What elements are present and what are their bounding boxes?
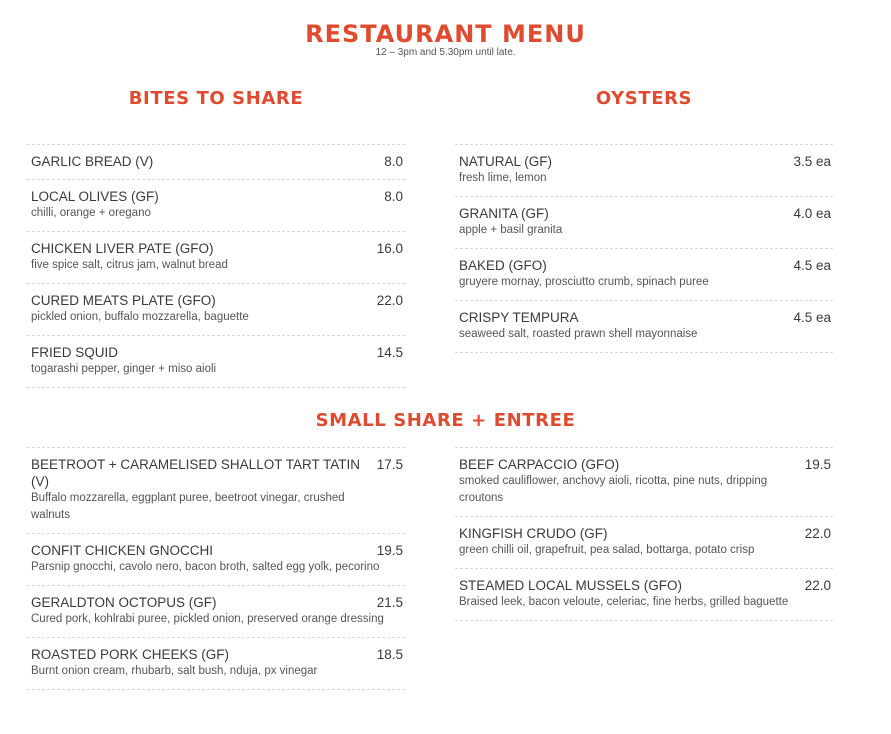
menu-item-name: CURED MEATS PLATE (GFO)	[31, 293, 216, 308]
menu-item-name: FRIED SQUID	[31, 345, 119, 360]
menu-item-description: chilli, orange + oregano	[31, 207, 151, 219]
menu-item-name: LOCAL OLIVES (GF)	[31, 189, 159, 204]
menu-item-name: GERALDTON OCTOPUS (GF)	[31, 595, 217, 610]
menu-item-price: 4.5 ea	[793, 258, 831, 273]
menu-item-name: STEAMED LOCAL MUSSELS (GFO)	[459, 578, 683, 593]
menu-item-price: 19.5	[804, 457, 831, 472]
menu-item	[27, 638, 405, 690]
menu-item	[27, 448, 405, 534]
menu-item-name: BAKED (GFO)	[459, 258, 547, 273]
menu-item-description: pickled onion, buffalo mozzarella, baguette	[31, 311, 249, 323]
menu-item-description: Cured pork, kohlrabi puree, pickled onion, preserved orange dressing	[31, 613, 384, 625]
menu-item-description: Buffalo mozzarella, eggplant puree, beetroot vinegar, crushed walnuts	[31, 492, 345, 521]
menu-title: RESTAURANT MENU	[305, 20, 586, 48]
opening-hours: 12 – 3pm and 5.30pm until late.	[375, 47, 516, 58]
small-share-right-list	[455, 447, 833, 621]
menu-item	[27, 284, 405, 336]
menu-item	[455, 301, 833, 353]
menu-item-description: Parsnip gnocchi, cavolo nero, bacon broth, salted egg yolk, pecorino	[31, 561, 380, 573]
section-heading-oysters: OYSTERS	[595, 88, 693, 109]
menu-item-price: 4.5 ea	[793, 310, 831, 325]
menu-item	[27, 145, 405, 180]
menu-item-name: ROASTED PORK CHEEKS (GF)	[31, 647, 230, 662]
menu-item	[455, 517, 833, 569]
menu-item-price: 22.0	[376, 293, 403, 308]
menu-item	[455, 448, 833, 517]
menu-item-price: 18.5	[376, 647, 403, 662]
menu-item-description: togarashi pepper, ginger + miso aioli	[31, 363, 217, 375]
menu-item-name: CONFIT CHICKEN GNOCCHI	[31, 543, 214, 558]
menu-item-name: CRISPY TEMPURA	[459, 310, 579, 325]
bites-list	[27, 144, 405, 388]
menu-item-name: CHICKEN LIVER PATE (GFO)	[31, 241, 214, 256]
menu-item-price: 4.0 ea	[793, 206, 831, 221]
menu-item	[27, 586, 405, 638]
menu-item-price: 3.5 ea	[793, 154, 831, 169]
menu-item-description: fresh lime, lemon	[459, 172, 547, 184]
menu-item-price: 22.0	[804, 526, 831, 541]
section-heading-small-share: SMALL SHARE + ENTREE	[315, 410, 576, 431]
menu-item	[455, 249, 833, 301]
menu-item-name: KINGFISH CRUDO (GF)	[459, 526, 608, 541]
menu-item-name: NATURAL (GF)	[459, 154, 552, 169]
menu-item-price: 16.0	[376, 241, 403, 256]
menu-item	[27, 336, 405, 388]
menu-item-name: BEETROOT + CARAMELISED SHALLOT TART TATIN (V)	[31, 457, 360, 489]
section-heading-bites: BITES TO SHARE	[128, 88, 304, 109]
menu-item-description: apple + basil granita	[459, 224, 563, 236]
menu-item	[455, 145, 833, 197]
menu-item-price: 19.5	[376, 543, 403, 558]
menu-item-price: 14.5	[376, 345, 403, 360]
menu-item-name: GRANITA (GF)	[459, 206, 549, 221]
menu-item	[27, 180, 405, 232]
menu-item-description: seaweed salt, roasted prawn shell mayonnaise	[459, 328, 698, 340]
menu-item-description: Braised leek, bacon veloute, celeriac, fine herbs, grilled baguette	[459, 596, 789, 608]
menu-item	[455, 197, 833, 249]
menu-item	[455, 569, 833, 621]
oysters-list	[455, 144, 833, 353]
menu-item-price: 22.0	[804, 578, 831, 593]
menu-item-name: BEEF CARPACCIO (GFO)	[459, 457, 620, 472]
menu-item-description: smoked cauliflower, anchovy aioli, ricotta, pine nuts, dripping croutons	[459, 475, 768, 504]
menu-item-name: GARLIC BREAD (V)	[31, 154, 154, 169]
menu-item-price: 17.5	[376, 457, 403, 472]
small-share-left-list	[27, 447, 405, 690]
menu-item-price: 21.5	[376, 595, 403, 610]
menu-item-description: gruyere mornay, prosciutto crumb, spinach puree	[459, 276, 709, 288]
menu-item-description: five spice salt, citrus jam, walnut bread	[31, 259, 228, 271]
menu-item	[27, 232, 405, 284]
menu-item-description: Burnt onion cream, rhubarb, salt bush, nduja, px vinegar	[31, 665, 318, 677]
menu-item-price: 8.0	[384, 189, 403, 204]
menu-item	[27, 534, 405, 586]
menu-item-description: green chilli oil, grapefruit, pea salad, bottarga, potato crisp	[459, 544, 755, 556]
menu-item-price: 8.0	[384, 154, 403, 169]
